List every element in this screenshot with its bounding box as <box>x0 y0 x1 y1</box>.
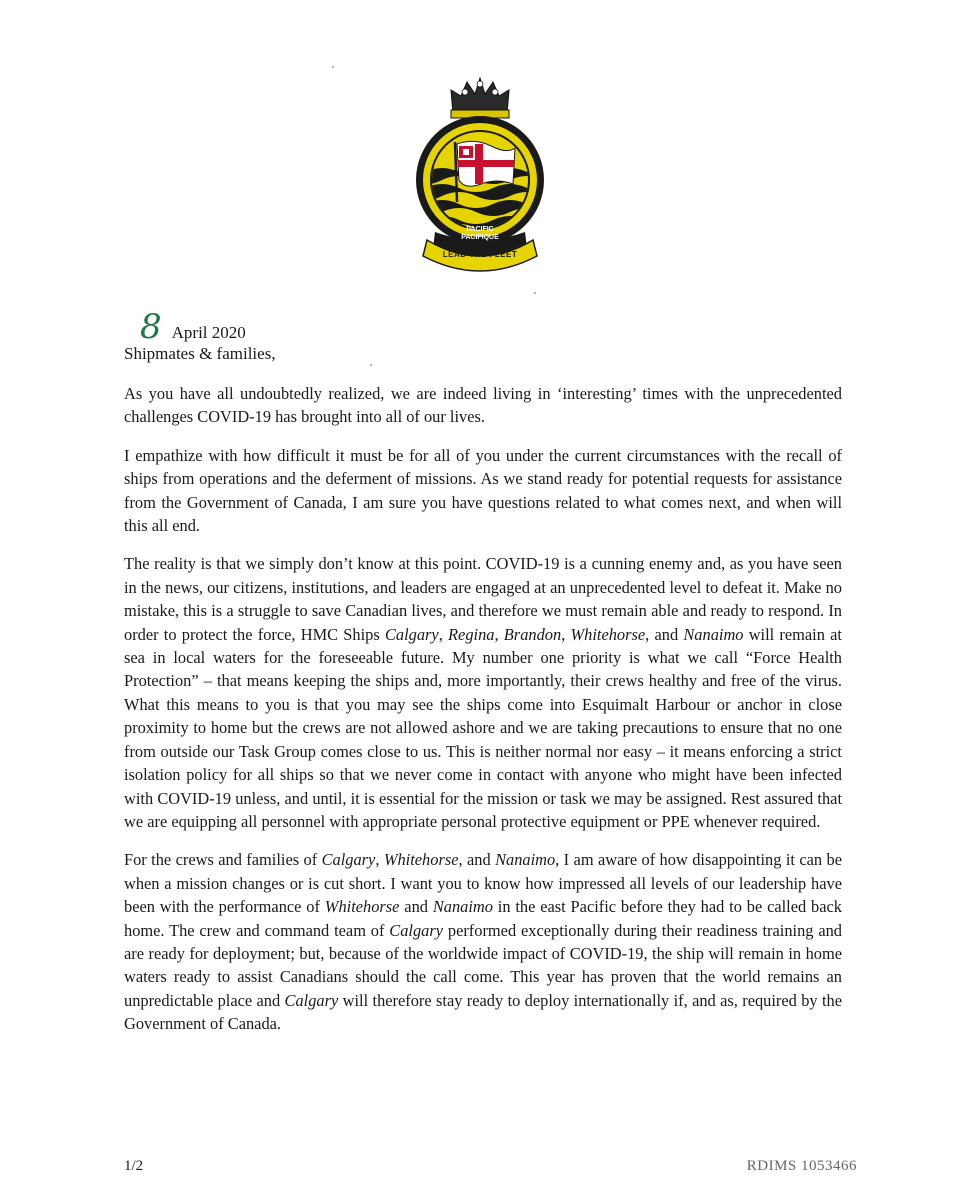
letter-date <box>140 304 246 347</box>
paragraph: I empathize with how difficult it must be for all of you under the current circumstances with the recall of ships from operations and the deferment of missions. As we stand ready for potential requests for assistance from the Government of Canada, I am sure you have questions related to what comes next, and when will this all end. <box>124 445 842 536</box>
naval-crown-icon <box>451 78 509 118</box>
paragraph: The reality is that we simply don’t know at this point. COVID-19 is a cunning enemy and, as you have seen in the news, our citizens, institutions, and leaders are engaged at an unprecedented level to defeat it. Make no mistake, this is a struggle to save Canadian lives, and therefore we must remain able and ready to respond. In order to protect the force, HMC Ships Calgary, Regina, Brandon, Whitehorse, and Nanaimo will remain at sea in local waters for the foreseeable future. My number one priority is what we call “Force Health Protection” – that means keeping the ships and, more importantly, their crews healthy and free of the virus. What this means to you is that you may see the ships come into Esquimalt Harbour or anchor in close proximity to home but the crews are not allowed ashore and we are taking precautions to ensure that no one from outside our Task Group comes close to us. This is neither normal nor easy – it means enforcing a strict isolation policy for all ships so that we never come in contact with anyone who might have been infected with COVID-19 unless, and until, it is essential for the mission or task we may be assigned. Rest assured that we are equipping all personnel with appropriate personal protective equipment or PPE whenever required. <box>124 554 842 831</box>
crest-emblem-icon <box>405 72 555 272</box>
paragraph: As you have all undoubtedly realized, we are indeed living in ‘interesting’ times with the unprecedented challenges COVID-19 has brought into all of our lives. <box>124 384 842 427</box>
page-number: 1/2 <box>124 1158 144 1174</box>
scan-speck <box>534 292 536 294</box>
rdims-reference: RDIMS 1053466 <box>746 1158 857 1174</box>
crest-ribbon-label <box>450 226 510 242</box>
date-month-year: April 2020 <box>171 323 246 342</box>
crest-motto: LEAD THE FLEET <box>442 250 518 259</box>
letter-body <box>124 382 842 1051</box>
crest-ribbon-line1: PACIFIC <box>466 226 494 233</box>
crest-ribbon-line2: PACIFIQUE <box>461 234 499 241</box>
handwritten-date-day: 8 <box>140 307 162 347</box>
scan-speck <box>370 364 372 366</box>
salutation: Shipmates & families, <box>124 344 276 363</box>
scan-speck <box>332 66 334 68</box>
paragraph: For the crews and families of Calgary, Whitehorse, and Nanaimo, I am aware of how disappointing it can be when a mission changes or is cut short. I want you to know how impressed all levels of our leadership have been with the performance of Whitehorse and Nanaimo in the east Pacific before they had to be called back home. The crew and command team of Calgary performed exceptionally during their readiness training and are ready for deployment; but, because of the worldwide impact of COVID-19, the ship will remain in home waters ready to assist Canadians should the call come. This year has proven that the world remains an unpredictable place and Calgary will therefore stay ready to deploy internationally if, and as, required by the Government of Canada. <box>124 850 843 1034</box>
pacific-fleet-crest <box>405 72 555 272</box>
